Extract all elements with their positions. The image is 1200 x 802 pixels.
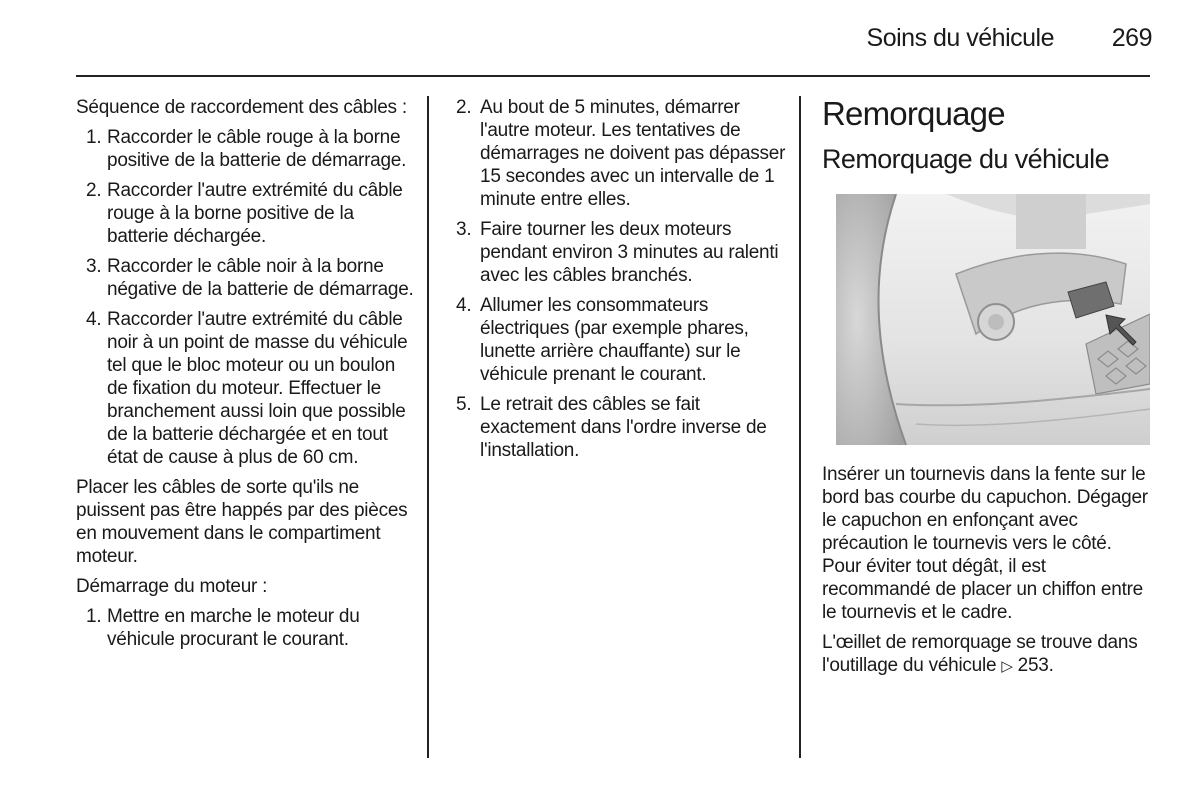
connection-steps — [76, 126, 416, 469]
column-3 — [822, 96, 1152, 685]
engine-start-steps — [76, 605, 416, 651]
cable-placement-note: Placer les câbles de sorte qu'ils ne puissent pas être happés par des pièces en mouvement dans le compartiment moteur. — [76, 477, 408, 567]
towing-eye-location — [822, 631, 1152, 678]
list-item — [76, 255, 416, 301]
list-item — [76, 605, 416, 651]
column-2 — [456, 96, 786, 469]
list-text: Raccorder l'autre extrémité du câble rouge à la borne positive de la batterie déchargée. — [107, 180, 403, 247]
list-item — [76, 179, 416, 248]
list-item — [76, 126, 416, 172]
list-text: Le retrait des câbles se fait exactement dans l'ordre inverse de l'installation. — [480, 394, 767, 461]
list-item — [456, 218, 786, 287]
list-text: Mettre en marche le moteur du véhicule procurant le courant. — [107, 606, 360, 650]
page-reference: 253. — [1017, 655, 1054, 676]
triangle-ref-icon: ▷ — [1001, 657, 1013, 675]
page-number: 269 — [1111, 24, 1152, 52]
page-header-title: Soins du véhicule — [866, 24, 1054, 52]
header-rule — [76, 75, 1150, 77]
list-number: 4. — [86, 309, 102, 330]
towing-eye-cover-illustration — [836, 194, 1150, 445]
column-1 — [76, 96, 416, 658]
list-text: Allumer les consommateurs électriques (par exemple phares, lunette arrière chauffante) sur le véhicule prenant le courant. — [480, 295, 749, 385]
towing-eye-text: L'œillet de remorquage se trouve dans l'outillage du véhicule — [822, 632, 1138, 676]
list-number: 3. — [456, 219, 472, 240]
connection-intro: Séquence de raccordement des câbles : — [76, 97, 407, 118]
list-number: 4. — [456, 295, 472, 316]
list-item — [456, 96, 786, 211]
list-number: 1. — [86, 606, 102, 627]
list-number: 1. — [86, 127, 102, 148]
towing-instructions: Insérer un tournevis dans la fente sur le bord bas courbe du capuchon. Dégager le capuchon en enfonçant avec précaution le tournevis vers le côté. Pour éviter tout dégât, il est recommandé de placer un chiffon entre le tournevis et le cadre. — [822, 464, 1148, 623]
list-item — [456, 393, 786, 462]
engine-start-intro: Démarrage du moteur : — [76, 576, 268, 597]
list-item — [76, 308, 416, 469]
list-item — [456, 294, 786, 386]
list-text: Au bout de 5 minutes, démarrer l'autre moteur. Les tentatives de démarrages ne doivent pas dépasser 15 secondes avec un intervalle de 1 minute entre elles. — [480, 97, 786, 210]
list-text: Raccorder l'autre extrémité du câble noir à un point de masse du véhicule tel que le bloc moteur ou un boulon de fixation du moteur. Effectuer le branchement aussi loin que possible de la batterie déchargée et en tout état de cause à plus de 60 cm. — [107, 309, 408, 468]
list-number: 2. — [86, 180, 102, 201]
list-number: 2. — [456, 97, 472, 118]
column-divider-1 — [427, 96, 429, 758]
list-text: Raccorder le câble rouge à la borne positive de la batterie de démarrage. — [107, 127, 407, 171]
list-text: Raccorder le câble noir à la borne négative de la batterie de démarrage. — [107, 256, 414, 300]
list-number: 3. — [86, 256, 102, 277]
column-divider-2 — [799, 96, 801, 758]
engine-start-steps-continued — [456, 96, 786, 462]
section-title: Remorquage — [822, 95, 1005, 132]
list-text: Faire tourner les deux moteurs pendant environ 3 minutes au ralenti avec les câbles branchés. — [480, 219, 779, 286]
list-number: 5. — [456, 394, 472, 415]
subsection-title: Remorquage du véhicule — [822, 144, 1109, 174]
